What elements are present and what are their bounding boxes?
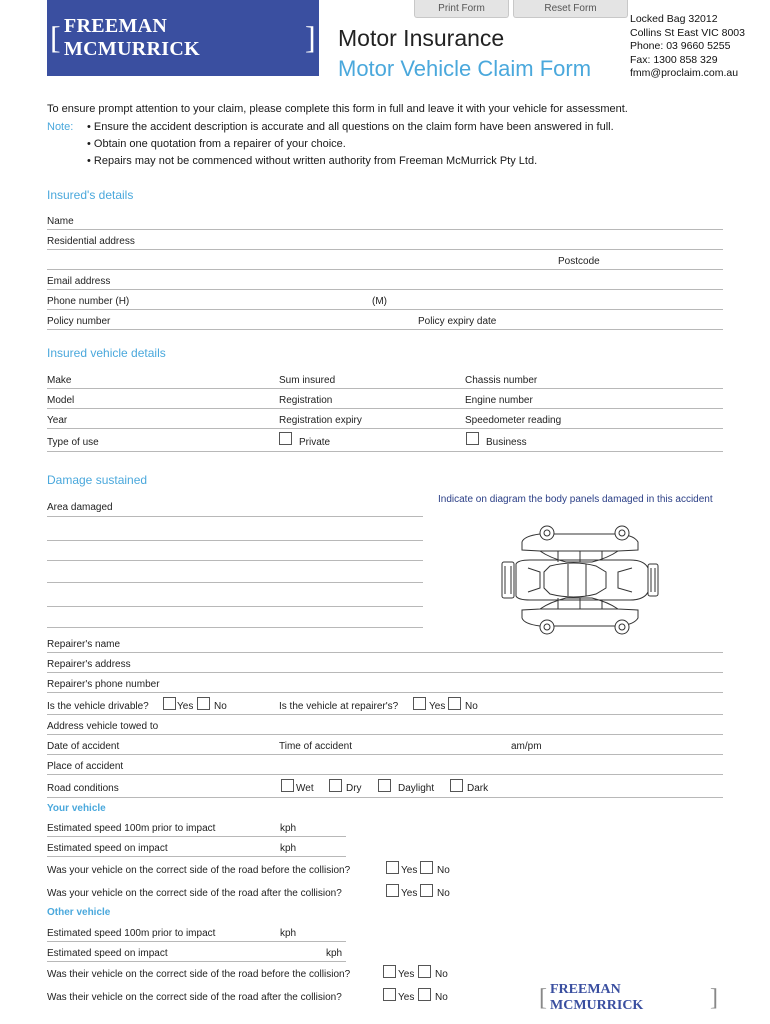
your-speed-prior-input[interactable]	[232, 821, 276, 835]
name-input[interactable]	[82, 214, 718, 228]
vehicle-details-heading: Insured vehicle details	[47, 346, 166, 360]
private-label: Private	[299, 437, 331, 448]
sum-insured-label: Sum insured	[279, 375, 336, 386]
car-side-view-bottom[interactable]	[522, 598, 638, 634]
registration-expiry-label: Registration expiry	[279, 415, 362, 426]
no-label: No	[437, 865, 450, 876]
company-logo: [ FREEMAN MCMURRICK ]	[47, 0, 319, 76]
kph-label: kph	[280, 843, 297, 854]
note-item: • Repairs may not be commenced without written authority from Freeman McMurrick Pty Ltd.	[87, 155, 538, 167]
divider	[47, 836, 346, 837]
year-input[interactable]	[76, 413, 270, 427]
other-speed-impact-input[interactable]	[180, 946, 320, 960]
print-form-button[interactable]: Print Form	[414, 0, 509, 18]
no-label: No	[435, 969, 448, 980]
divider	[47, 692, 723, 693]
speedometer-label: Speedometer reading	[465, 415, 562, 426]
reset-form-button[interactable]: Reset Form	[513, 0, 628, 18]
drivable-no-label: No	[214, 701, 227, 712]
divider	[47, 797, 723, 798]
at-repairer-yes-label: Yes	[429, 701, 446, 712]
road-conditions-label: Road conditions	[47, 783, 119, 794]
divider	[47, 249, 723, 250]
chassis-number-input[interactable]	[546, 373, 718, 387]
registration-label: Registration	[279, 395, 333, 406]
phone-line: Phone: 03 9660 5255	[630, 40, 731, 52]
email-line: fmm@proclaim.com.au	[630, 67, 739, 79]
divider	[47, 714, 723, 715]
type-of-use-label: Type of use	[47, 437, 99, 448]
residential-address-input[interactable]	[142, 234, 718, 248]
divider	[47, 941, 346, 942]
at-repairer-no-label: No	[465, 701, 478, 712]
other-side-before-no-checkbox[interactable]	[418, 965, 431, 978]
your-speed-impact-label: Estimated speed on impact	[47, 843, 168, 854]
intro-text: To ensure prompt attention to your claim, please complete this form in full and leave it with your vehicle for assessment.	[47, 103, 628, 115]
am-pm-label: am/pm	[511, 741, 542, 752]
engine-number-input[interactable]	[542, 393, 718, 407]
divider	[47, 560, 423, 561]
at-repairer-yes-checkbox[interactable]	[413, 697, 426, 710]
make-label: Make	[47, 375, 72, 386]
towed-address-input[interactable]	[172, 719, 718, 733]
dry-checkbox[interactable]	[329, 779, 342, 792]
divider	[47, 329, 723, 330]
area-damaged-input[interactable]	[47, 524, 423, 538]
make-input[interactable]	[80, 373, 270, 387]
divider	[47, 408, 723, 409]
your-speed-prior-label: Estimated speed 100m prior to impact	[47, 823, 216, 834]
divider	[47, 627, 423, 628]
damage-heading: Damage sustained	[47, 473, 148, 487]
residential-address-label: Residential address	[47, 236, 135, 247]
other-speed-prior-input[interactable]	[232, 926, 276, 940]
other-speed-impact-label: Estimated speed on impact	[47, 948, 168, 959]
divider	[47, 388, 723, 389]
repairer-name-input[interactable]	[126, 637, 718, 651]
footer-logo: [ FREEMAN MCMURRICK ]	[539, 982, 718, 1013]
divider	[47, 289, 723, 290]
divider	[47, 516, 423, 517]
car-side-view-top[interactable]	[522, 526, 638, 562]
yes-label: Yes	[398, 992, 415, 1003]
repairer-address-label: Repairer's address	[47, 659, 131, 670]
area-damaged-input[interactable]	[47, 546, 423, 560]
residential-address-line2-input[interactable]	[47, 254, 547, 268]
speedometer-input[interactable]	[572, 413, 718, 427]
divider	[47, 856, 346, 857]
yes-label: Yes	[401, 865, 418, 876]
phone-mobile-input[interactable]	[394, 294, 716, 308]
area-damaged-input[interactable]	[47, 567, 423, 581]
other-side-before-yes-checkbox[interactable]	[383, 965, 396, 978]
business-label: Business	[486, 437, 527, 448]
postcode-input[interactable]	[608, 254, 718, 268]
your-side-after-label: Was your vehicle on the correct side of the road after the collision?	[47, 888, 342, 899]
divider	[47, 734, 723, 735]
email-input[interactable]	[116, 274, 716, 288]
at-repairer-no-checkbox[interactable]	[448, 697, 461, 710]
car-top-view[interactable]	[516, 560, 648, 600]
your-side-after-yes-checkbox[interactable]	[386, 884, 399, 897]
your-vehicle-heading: Your vehicle	[47, 803, 106, 814]
diagram-instructions: Indicate on diagram the body panels damaged in this accident	[438, 494, 713, 505]
footer-logo-text: FREEMAN MCMURRICK	[550, 982, 644, 1013]
note-item: • Ensure the accident description is accurate and all questions on the claim form have been answered in full.	[87, 121, 614, 133]
drivable-label: Is the vehicle drivable?	[47, 701, 149, 712]
car-front-view[interactable]	[502, 562, 514, 598]
dark-label: Dark	[467, 783, 489, 794]
year-label: Year	[47, 415, 68, 426]
divider	[47, 672, 723, 673]
divider	[47, 754, 723, 755]
yes-label: Yes	[401, 888, 418, 899]
address-line: Locked Bag 32012	[630, 13, 718, 25]
drivable-no-checkbox[interactable]	[197, 697, 210, 710]
page-subtitle: Motor Vehicle Claim Form	[338, 56, 592, 81]
your-speed-impact-input[interactable]	[180, 841, 276, 855]
divider	[47, 540, 423, 541]
registration-input[interactable]	[342, 393, 456, 407]
divider	[47, 774, 723, 775]
your-side-before-label: Was your vehicle on the correct side of the road before the collision?	[47, 865, 351, 876]
drivable-yes-checkbox[interactable]	[163, 697, 176, 710]
accident-place-input[interactable]	[132, 759, 718, 773]
model-input[interactable]	[84, 393, 270, 407]
divider	[47, 606, 423, 607]
yes-label: Yes	[398, 969, 415, 980]
policy-number-input[interactable]	[118, 314, 410, 328]
divider	[47, 451, 723, 452]
model-label: Model	[47, 395, 75, 406]
policy-expiry-label: Policy expiry date	[418, 316, 497, 327]
repairer-phone-input[interactable]	[170, 677, 718, 691]
other-side-after-no-checkbox[interactable]	[418, 988, 431, 1001]
accident-place-label: Place of accident	[47, 761, 124, 772]
chassis-number-label: Chassis number	[465, 375, 538, 386]
area-damaged-label: Area damaged	[47, 502, 113, 513]
sum-insured-input[interactable]	[344, 373, 456, 387]
divider	[47, 309, 723, 310]
wet-label: Wet	[296, 783, 314, 794]
phone-home-input[interactable]	[140, 294, 362, 308]
note-label: Note:	[47, 121, 74, 133]
no-label: No	[435, 992, 448, 1003]
your-side-before-yes-checkbox[interactable]	[386, 861, 399, 874]
area-damaged-input[interactable]	[47, 612, 423, 626]
at-repairer-label: Is the vehicle at repairer's?	[279, 701, 399, 712]
towed-address-label: Address vehicle towed to	[47, 721, 159, 732]
other-vehicle-heading: Other vehicle	[47, 907, 111, 918]
business-checkbox[interactable]	[466, 432, 479, 445]
no-label: No	[437, 888, 450, 899]
repairer-address-input[interactable]	[136, 657, 718, 671]
divider	[47, 269, 723, 270]
registration-expiry-input[interactable]	[374, 413, 456, 427]
divider	[47, 961, 346, 962]
other-side-after-label: Was their vehicle on the correct side of the road after the collision?	[47, 992, 342, 1003]
phone-mobile-label: (M)	[372, 296, 387, 307]
kph-label: kph	[280, 823, 297, 834]
wet-checkbox[interactable]	[281, 779, 294, 792]
page-title: Motor Insurance	[338, 25, 505, 51]
kph-label: kph	[326, 948, 343, 959]
postcode-label: Postcode	[558, 256, 600, 267]
car-damage-diagram[interactable]	[500, 522, 660, 638]
policy-expiry-input[interactable]	[508, 314, 718, 328]
phone-home-label: Phone number (H)	[47, 296, 130, 307]
private-checkbox[interactable]	[279, 432, 292, 445]
daylight-label: Daylight	[398, 783, 435, 794]
name-label: Name	[47, 216, 74, 227]
divider	[47, 582, 423, 583]
accident-date-input[interactable]	[130, 739, 270, 753]
insured-details-heading: Insured's details	[47, 188, 134, 202]
logo-text: FREEMAN MCMURRICK	[63, 15, 200, 60]
dry-label: Dry	[346, 783, 362, 794]
accident-time-label: Time of accident	[279, 741, 352, 752]
daylight-checkbox[interactable]	[378, 779, 391, 792]
company-address	[630, 13, 745, 81]
kph-label: kph	[280, 928, 297, 939]
drivable-yes-label: Yes	[177, 701, 194, 712]
policy-number-label: Policy number	[47, 316, 111, 327]
divider	[47, 229, 723, 230]
your-side-before-no-checkbox[interactable]	[420, 861, 433, 874]
engine-number-label: Engine number	[465, 395, 533, 406]
other-side-before-label: Was their vehicle on the correct side of the road before the collision?	[47, 969, 351, 980]
address-line: Collins St East VIC 8003	[630, 26, 745, 39]
other-side-after-yes-checkbox[interactable]	[383, 988, 396, 1001]
fax-line: Fax: 1300 858 329	[630, 53, 718, 66]
dark-checkbox[interactable]	[450, 779, 463, 792]
car-rear-view[interactable]	[648, 564, 658, 596]
accident-date-label: Date of accident	[47, 741, 120, 752]
divider	[47, 428, 723, 429]
accident-time-input[interactable]	[364, 739, 504, 753]
area-damaged-input[interactable]	[47, 590, 423, 604]
your-side-after-no-checkbox[interactable]	[420, 884, 433, 897]
email-label: Email address	[47, 276, 111, 287]
repairer-name-label: Repairer's name	[47, 639, 121, 650]
divider	[47, 652, 723, 653]
other-speed-prior-label: Estimated speed 100m prior to impact	[47, 928, 216, 939]
note-item: • Obtain one quotation from a repairer of your choice.	[87, 138, 346, 150]
repairer-phone-label: Repairer's phone number	[47, 679, 160, 690]
